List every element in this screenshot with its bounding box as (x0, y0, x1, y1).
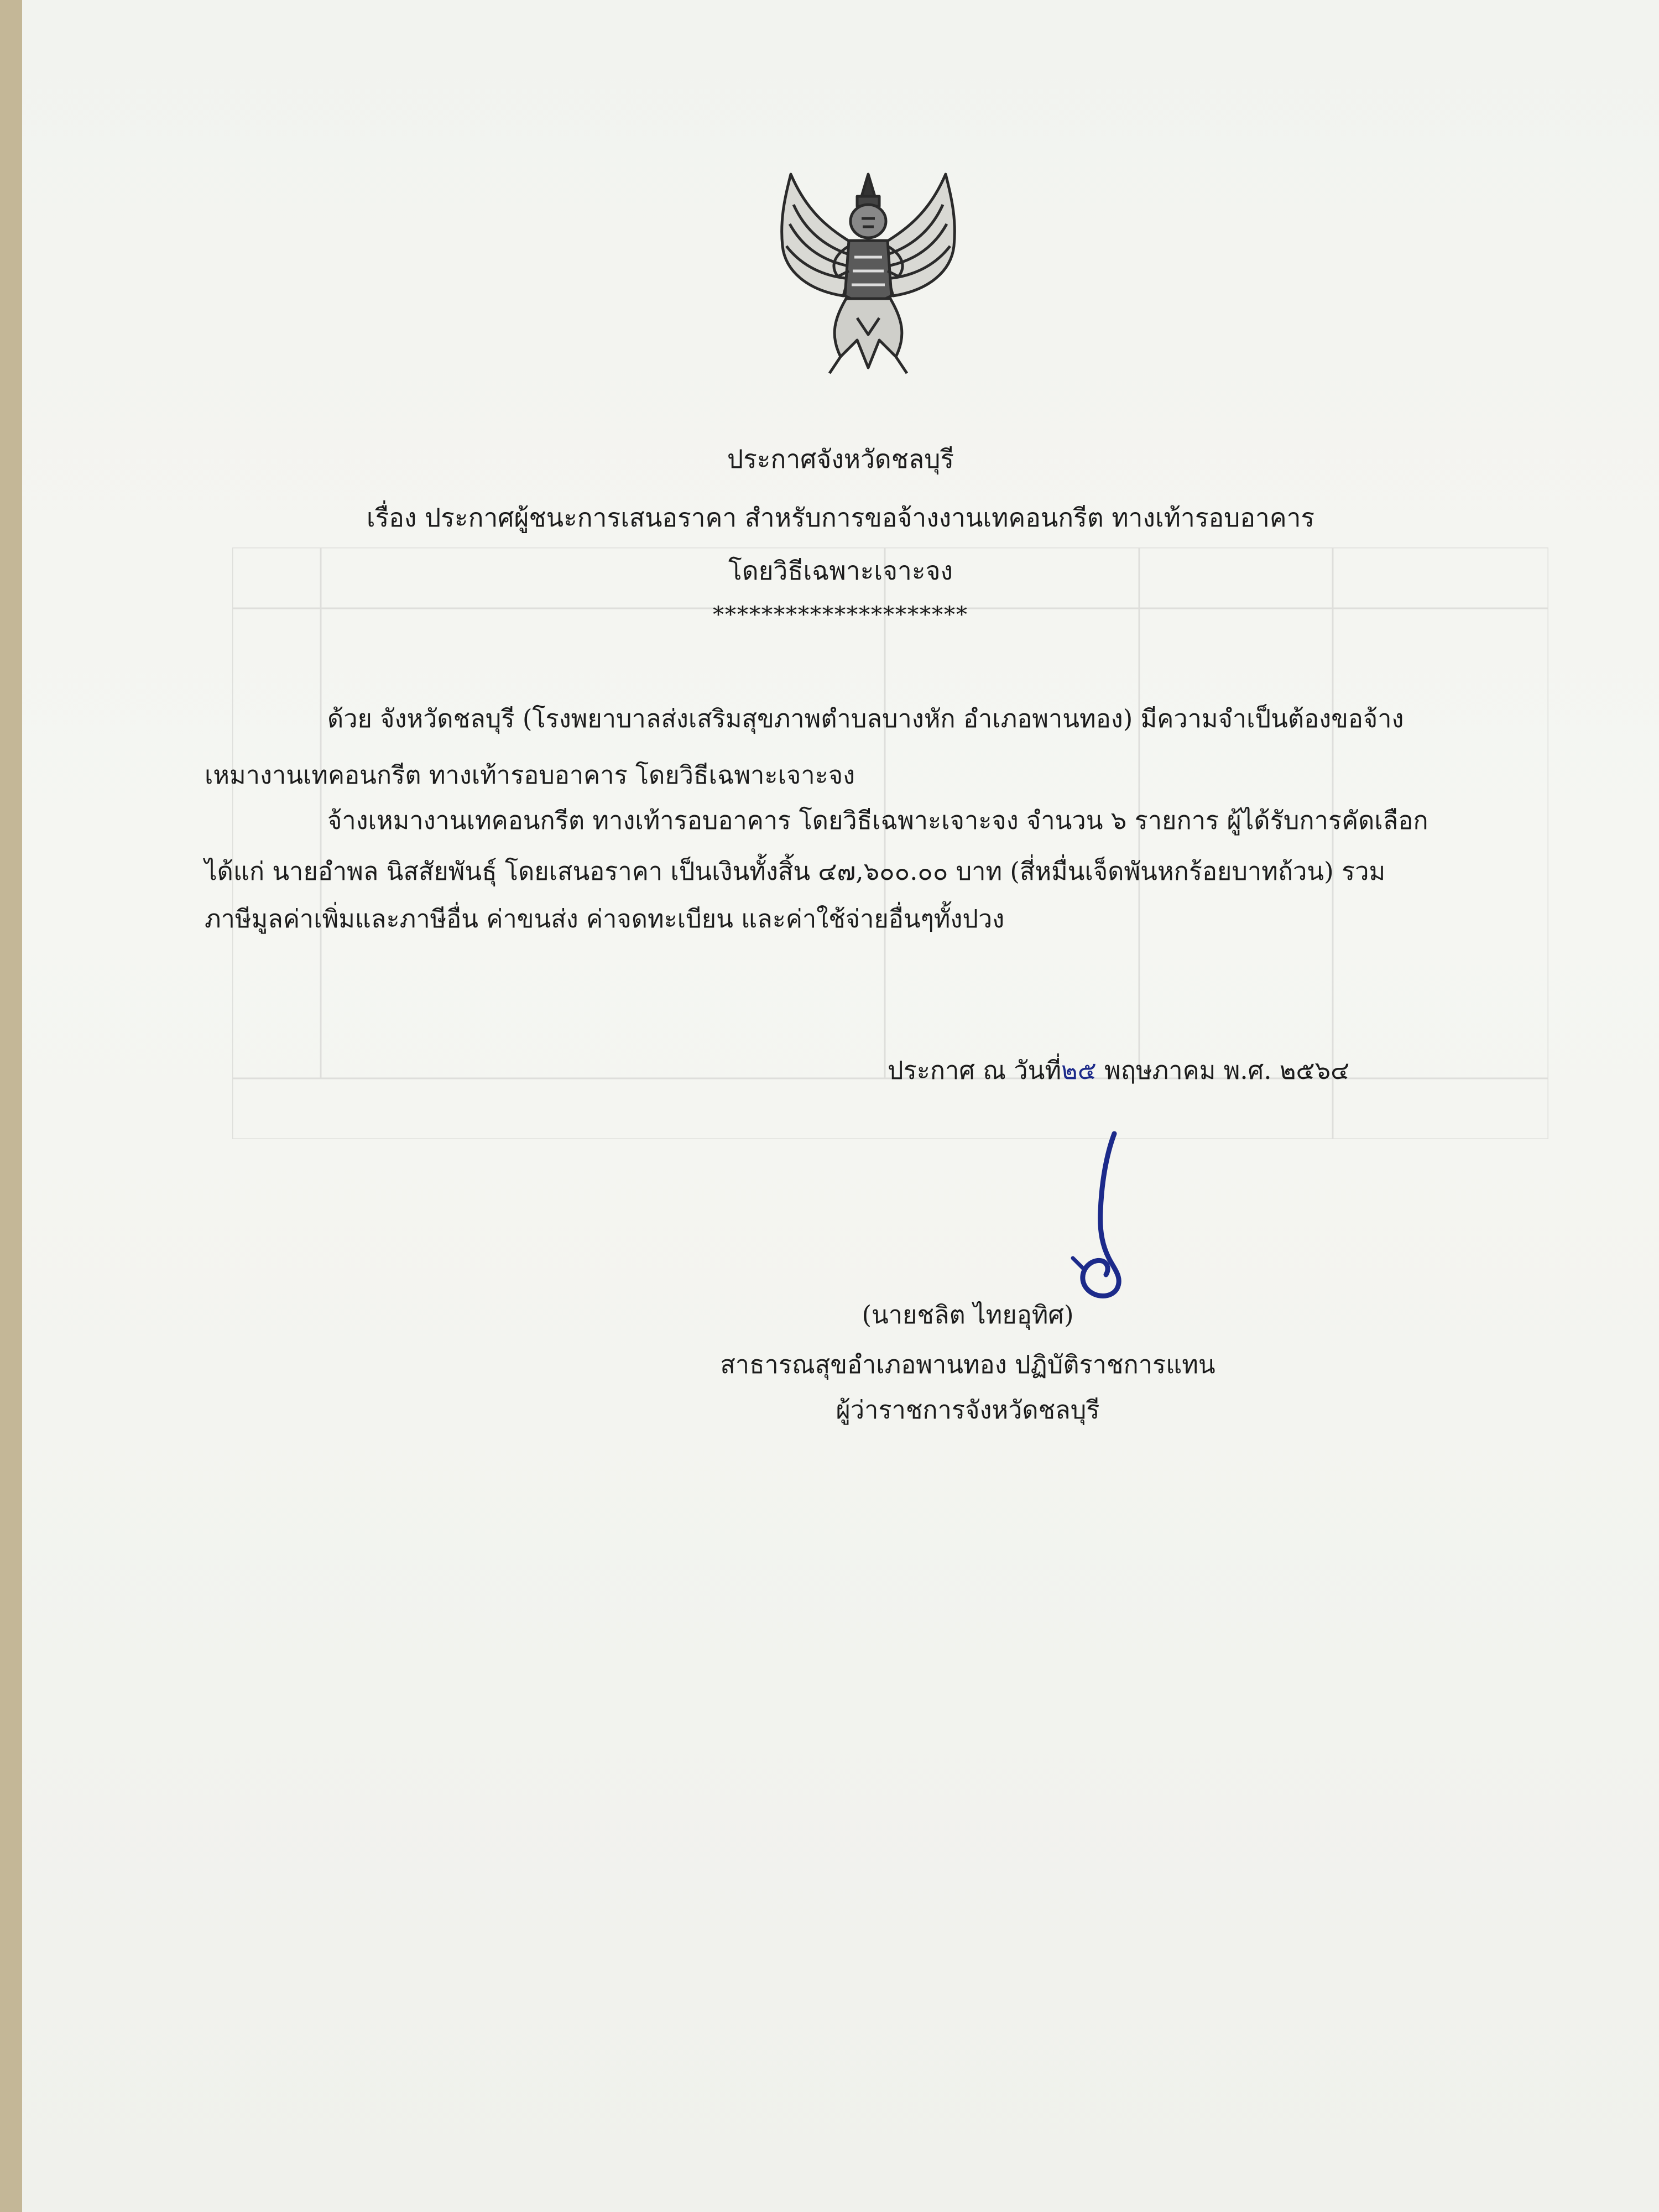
body-paragraph-1-line-1: ด้วย จังหวัดชลบุรี (โรงพยาบาลส่งเสริมสุขภาพตำบลบางหัก อำเภอพานทอง) มีความจำเป็นต้องขอจ้าง (327, 704, 1404, 733)
date-prefix: ประกาศ ณ วันที่ (888, 1056, 1062, 1085)
signer-position: สาธารณสุขอำเภอพานทอง ปฏิบัติราชการแทน (720, 1350, 1215, 1379)
separator-line: ********************* (713, 602, 968, 628)
announcement-subject: เรื่อง ประกาศผู้ชนะการเสนอราคา สำหรับการขอจ้างงานเทคอนกรีต ทางเท้ารอบอาคาร (366, 503, 1315, 533)
date-day: ๒๕ (1061, 1056, 1097, 1085)
garuda-emblem-icon (747, 152, 990, 395)
body-paragraph-2-line-1: จ้างเหมางานเทคอนกรีต ทางเท้ารอบอาคาร โดยวิธีเฉพาะเจาะจง จำนวน ๖ รายการ ผู้ได้รับการคัดเลือก (327, 806, 1428, 835)
signature-mark (1062, 1123, 1139, 1305)
body-paragraph-1-line-2: เหมางานเทคอนกรีต ทางเท้ารอบอาคาร โดยวิธีเฉพาะเจาะจง (205, 760, 855, 790)
body-paragraph-2-line-3: ภาษีมูลค่าเพิ่มและภาษีอื่น ค่าขนส่ง ค่าจดทะเบียน และค่าใช้จ่ายอื่นๆทั้งปวง (205, 904, 1005, 933)
desk-background (0, 0, 22, 2212)
document-page (22, 0, 1659, 2212)
announcement-date (888, 1054, 1349, 1087)
announcement-title: ประกาศจังหวัดชลบุรี (727, 444, 954, 474)
announcement-method: โดยวิธีเฉพาะเจาะจง (728, 556, 953, 586)
signer-acting-for: ผู้ว่าราชการจังหวัดชลบุรี (836, 1395, 1100, 1425)
date-month: พฤษภาคม (1104, 1056, 1216, 1085)
bleed-through-table (232, 547, 1548, 1139)
date-year: ๒๕๖๔ (1279, 1056, 1350, 1085)
signer-name: (นายชลิต ไทยอุทิศ) (862, 1300, 1074, 1329)
body-paragraph-2-line-2: ได้แก่ นายอำพล นิสสัยพันธุ์ โดยเสนอราคา เป็นเงินทั้งสิ้น ๔๗,๖๐๐.๐๐ บาท (สี่หมื่นเจ็ดพันหกร้อยบาทถ้วน) รวม (205, 857, 1386, 886)
date-year-label: พ.ศ. (1223, 1056, 1272, 1085)
